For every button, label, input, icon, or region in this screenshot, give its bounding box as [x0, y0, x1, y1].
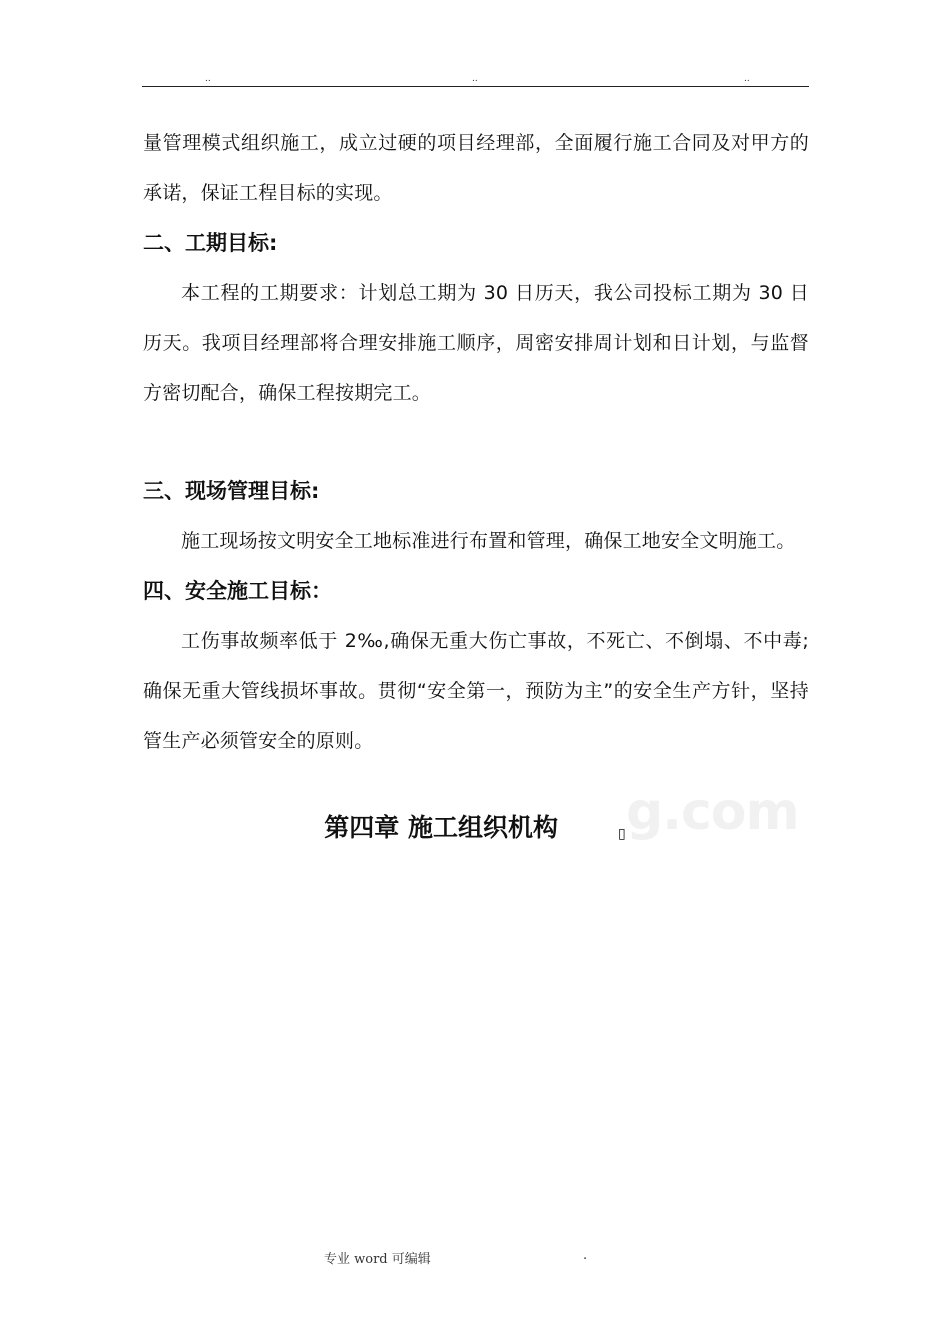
spacer [143, 418, 809, 466]
header-rule [142, 86, 809, 87]
section-body-schedule: 本工程的工期要求：计划总工期为 30 日历天，我公司投标工期为 30 日历天。我项目经理部将合理安排施工顺序，周密安排周计划和日计划，与监督方密切配合，确保工程按期完工。 [143, 282, 809, 404]
document-body [143, 118, 809, 766]
section-body-site: 施工现场按文明安全工地标准进行布置和管理，确保工地安全文明施工。 [181, 530, 796, 552]
header-dot-center: .. [472, 74, 478, 84]
chapter-heading [0, 808, 950, 844]
header-dot-left: .. [205, 74, 211, 84]
placeholder-box-icon: ▯ [618, 826, 626, 842]
footer-left-text: 专业 word 可编辑 [324, 1252, 431, 1267]
intro-paragraph: 量管理模式组织施工，成立过硬的项目经理部，全面履行施工合同及对甲方的承诺，保证工程目标的实现。 [143, 132, 809, 204]
watermark: g.com [626, 782, 799, 842]
footer-right-text: . [583, 1248, 588, 1263]
section-heading-site: 三、现场管理目标: [143, 479, 320, 503]
section-body-safety: 工伤事故频率低于 2‰,确保无重大伤亡事故，不死亡、不倒塌、不中毒;确保无重大管线损坏事故。贯彻“安全第一，预防为主”的安全生产方针，坚持管生产必须管安全的原则。 [143, 630, 809, 752]
section-heading-safety: 四、安全施工目标： [143, 579, 332, 603]
chapter-title: 第四章 施工组织机构 [324, 813, 558, 842]
section-heading-schedule: 二、工期目标: [143, 231, 278, 255]
header-dot-right: .. [744, 74, 750, 84]
